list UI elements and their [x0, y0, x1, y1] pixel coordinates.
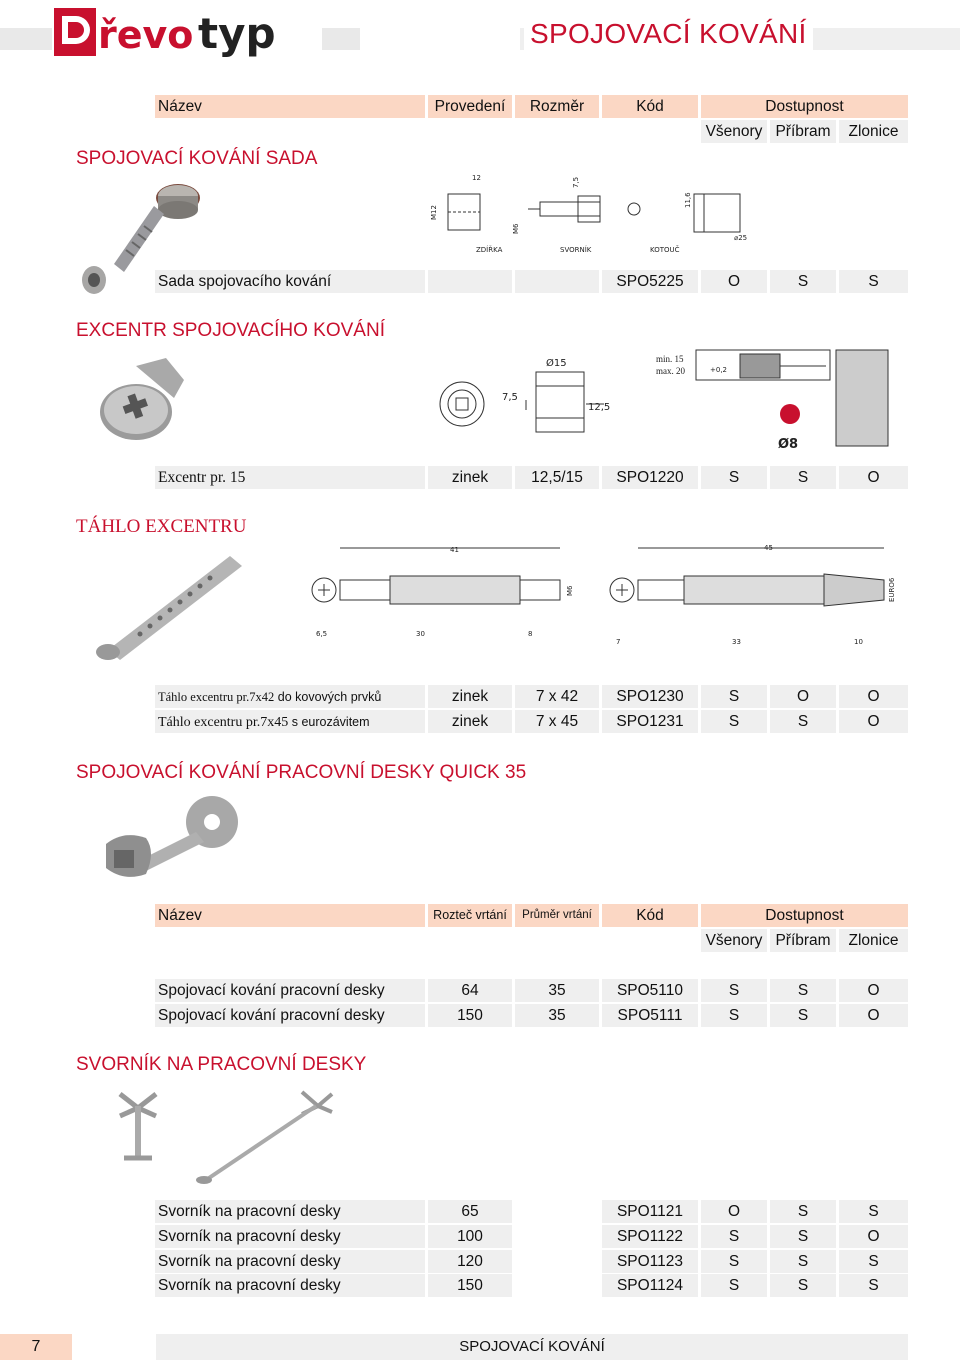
svg-text:M12: M12 — [430, 205, 438, 220]
tahlo-photo — [90, 548, 250, 668]
col-name: Název — [155, 95, 425, 118]
row-pribram: O — [770, 685, 836, 708]
row-provedeni — [428, 270, 512, 293]
svg-text:min. 15: min. 15 — [656, 354, 684, 364]
page-number: 7 — [0, 1334, 72, 1360]
row-prumer: 35 — [515, 979, 599, 1002]
svg-text:33: 33 — [732, 638, 741, 646]
table-row — [155, 1250, 908, 1273]
row-kod: SPO5225 — [602, 270, 698, 293]
svg-text:12: 12 — [472, 174, 481, 182]
section-title: SPOJOVACÍ KOVÁNÍ PRACOVNÍ DESKY QUICK 35 — [76, 762, 527, 783]
row-rozmer: 7 x 42 — [515, 685, 599, 708]
col-roztec: Rozteč vrtání — [428, 904, 512, 927]
row-vsenory: O — [701, 270, 767, 293]
svg-text:M6: M6 — [512, 223, 520, 234]
row-pribram: S — [770, 1250, 836, 1273]
row-zlonice: O — [839, 1004, 908, 1027]
row-rozmer: 150 — [428, 1274, 512, 1297]
row-name: Svorník na pracovní desky — [155, 1200, 425, 1223]
row-kod: SPO1123 — [602, 1250, 698, 1273]
row-provedeni: zinek — [428, 710, 512, 733]
svg-text:⌀25: ⌀25 — [734, 234, 748, 242]
table-row — [155, 710, 908, 733]
svornik-photo — [110, 1086, 340, 1186]
svg-text:EURO6: EURO6 — [888, 577, 896, 602]
col-vsenory: Všenory — [701, 929, 767, 952]
document-title: SPOJOVACÍ KOVÁNÍ — [524, 18, 813, 50]
set-drawing — [428, 172, 768, 262]
svg-text:7: 7 — [616, 638, 621, 646]
row-name: Excentr pr. 15 — [155, 466, 425, 489]
row-provedeni: zinek — [428, 685, 512, 708]
col-kod: Kód — [602, 904, 698, 927]
col-pribram: Příbram — [770, 929, 836, 952]
row-roztec: 150 — [428, 1004, 512, 1027]
row-name: Táhlo excentru pr.7x42 do kovových prvků — [155, 685, 425, 708]
row-rozmer: 120 — [428, 1250, 512, 1273]
svg-text:41: 41 — [450, 546, 459, 554]
row-vsenory: S — [701, 979, 767, 1002]
table-header — [155, 904, 908, 927]
row-vsenory: S — [701, 685, 767, 708]
col-vsenory: Všenory — [701, 120, 767, 143]
row-pribram: S — [770, 1200, 836, 1223]
row-pribram: S — [770, 1274, 836, 1297]
row-pribram: S — [770, 1004, 836, 1027]
svg-text:30: 30 — [416, 630, 425, 638]
row-vsenory: S — [701, 1004, 767, 1027]
svg-text:Ø8: Ø8 — [778, 437, 799, 452]
row-kod: SPO5111 — [602, 1004, 698, 1027]
row-name: Táhlo excentru pr.7x45 s eurozávitem — [155, 710, 425, 733]
tahlo-drawing — [300, 540, 900, 650]
row-vsenory: O — [701, 1200, 767, 1223]
row-provedeni: zinek — [428, 466, 512, 489]
col-dostupnost: Dostupnost — [701, 95, 908, 118]
row-rozmer: 100 — [428, 1225, 512, 1248]
row-kod: SPO1122 — [602, 1225, 698, 1248]
row-zlonice: O — [839, 466, 908, 489]
excentr-photo — [96, 352, 196, 448]
svg-text:řevo: řevo — [98, 13, 194, 57]
table-row — [155, 1200, 908, 1223]
svg-text:45: 45 — [764, 544, 773, 552]
svg-text:12,5: 12,5 — [588, 402, 611, 413]
section-title: EXCENTR SPOJOVACÍHO KOVÁNÍ — [76, 320, 385, 341]
excentr-drawing — [436, 350, 626, 440]
col-name: Název — [155, 904, 425, 927]
row-rozmer: 7 x 45 — [515, 710, 599, 733]
svg-text:7,5: 7,5 — [572, 176, 580, 188]
svg-text:ZDÍŘKA: ZDÍŘKA — [476, 246, 503, 254]
row-zlonice: S — [839, 1250, 908, 1273]
row-name: Svorník na pracovní desky — [155, 1225, 425, 1248]
row-name: Sada spojovacího kování — [155, 270, 425, 293]
svg-text:10: 10 — [854, 638, 863, 646]
svg-text:6,5: 6,5 — [316, 630, 328, 638]
svg-text:7,5: 7,5 — [502, 392, 518, 403]
col-kod: Kód — [602, 95, 698, 118]
table-row — [155, 1274, 908, 1297]
row-pribram: S — [770, 979, 836, 1002]
excentr-installation-drawing — [650, 346, 890, 454]
table-header — [155, 95, 908, 118]
svg-text:max. 20: max. 20 — [656, 366, 685, 376]
row-name: Svorník na pracovní desky — [155, 1250, 425, 1273]
footer-title: SPOJOVACÍ KOVÁNÍ — [156, 1334, 908, 1360]
row-kod: SPO1220 — [602, 466, 698, 489]
row-zlonice: O — [839, 979, 908, 1002]
quick35-photo — [100, 792, 250, 888]
svg-text:KOTOUČ: KOTOUČ — [650, 246, 680, 254]
row-prumer: 35 — [515, 1004, 599, 1027]
row-vsenory: S — [701, 1274, 767, 1297]
svg-text:M6: M6 — [566, 585, 574, 596]
row-kod: SPO1230 — [602, 685, 698, 708]
row-zlonice: S — [839, 1274, 908, 1297]
svg-text:SVORNÍK: SVORNÍK — [560, 246, 592, 254]
table-row — [155, 1225, 908, 1248]
col-zlonice: Zlonice — [839, 120, 908, 143]
row-name: Spojovací kování pracovní desky — [155, 979, 425, 1002]
svg-text:+0,2: +0,2 — [710, 366, 727, 374]
row-rozmer — [515, 270, 599, 293]
row-pribram: S — [770, 1225, 836, 1248]
table-row — [155, 979, 908, 1002]
drevotyp-logo — [52, 4, 322, 80]
row-kod: SPO1121 — [602, 1200, 698, 1223]
table-row — [155, 466, 908, 489]
row-zlonice: S — [839, 1200, 908, 1223]
table-subheader — [701, 929, 908, 952]
table-row — [155, 685, 908, 708]
row-vsenory: S — [701, 1225, 767, 1248]
table-row — [155, 1004, 908, 1027]
col-dostupnost: Dostupnost — [701, 904, 908, 927]
row-pribram: S — [770, 270, 836, 293]
row-zlonice: S — [839, 270, 908, 293]
row-kod: SPO1124 — [602, 1274, 698, 1297]
row-pribram: S — [770, 466, 836, 489]
row-zlonice: O — [839, 710, 908, 733]
section-title: TÁHLO EXCENTRU — [76, 516, 247, 537]
col-provedeni: Provedení — [428, 95, 512, 118]
svg-text:typ: typ — [198, 9, 276, 58]
svg-text:11,6: 11,6 — [684, 192, 692, 208]
col-pribram: Příbram — [770, 120, 836, 143]
table-subheader — [701, 120, 908, 143]
row-roztec: 64 — [428, 979, 512, 1002]
row-zlonice: O — [839, 1225, 908, 1248]
svg-text:8: 8 — [528, 630, 533, 638]
row-name: Spojovací kování pracovní desky — [155, 1004, 425, 1027]
row-kod: SPO1231 — [602, 710, 698, 733]
svg-text:Ø15: Ø15 — [546, 358, 567, 369]
section-title: SVORNÍK NA PRACOVNÍ DESKY — [76, 1054, 367, 1075]
row-vsenory: S — [701, 1250, 767, 1273]
row-rozmer: 12,5/15 — [515, 466, 599, 489]
col-rozmer: Rozměr — [515, 95, 599, 118]
row-vsenory: S — [701, 466, 767, 489]
row-pribram: S — [770, 710, 836, 733]
section-title: SPOJOVACÍ KOVÁNÍ SADA — [76, 148, 318, 169]
row-kod: SPO5110 — [602, 979, 698, 1002]
row-zlonice: O — [839, 685, 908, 708]
col-zlonice: Zlonice — [839, 929, 908, 952]
row-rozmer: 65 — [428, 1200, 512, 1223]
table-row — [155, 270, 908, 293]
col-prumer: Průměr vrtání — [515, 904, 599, 927]
row-name: Svorník na pracovní desky — [155, 1274, 425, 1297]
row-vsenory: S — [701, 710, 767, 733]
